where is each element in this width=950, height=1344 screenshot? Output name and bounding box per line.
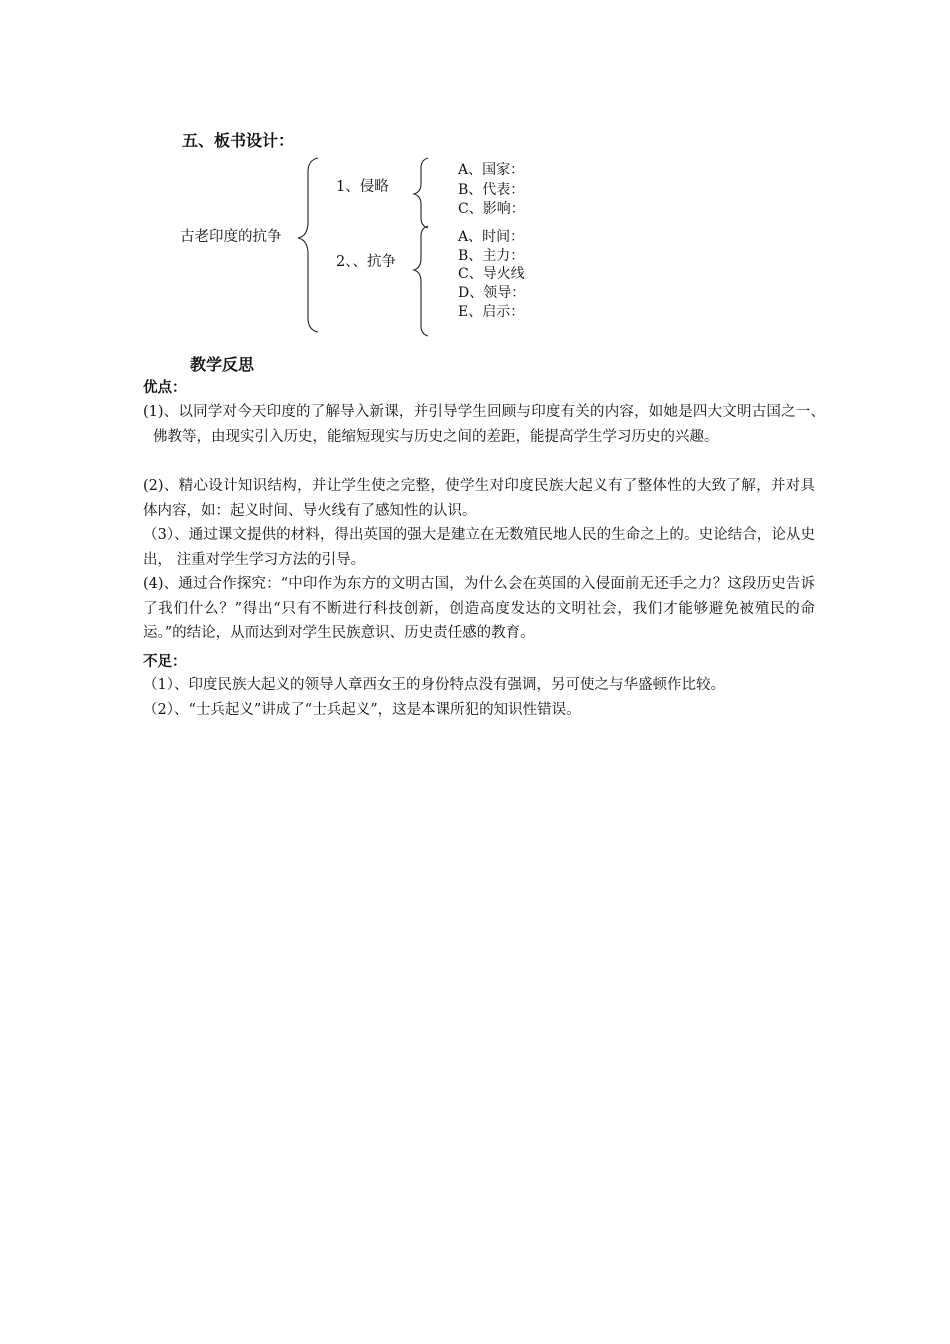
branch2-item: B、主力： xyxy=(458,247,525,264)
reflection-title: 教学反思 xyxy=(190,355,255,374)
pros-label: 优点： xyxy=(143,380,187,396)
branch1-item: C、影响： xyxy=(458,201,525,217)
pros-paragraph-4: (4)、通过合作探究：“中印作为东方的文明古国，为什么会在英国的入侵面前无还手之力？这段历史告诉了我们什么？”得出“只有不断进行科技创新，创造高度发达的文明社会，我们才能够避免被殖民的命运。”的结论，从而达到对学生民族意识、历史责任感的教育。 xyxy=(143,576,815,641)
branch2-item: D、领导： xyxy=(458,285,526,302)
brace-branch1 xyxy=(414,158,428,228)
branch2-label: 2、、抗争 xyxy=(336,254,396,270)
cons-label: 不足： xyxy=(143,654,187,670)
pros-paragraph-1: (1)、以同学对今天印度的了解导入新课，并引导学生回顾与印度有关的内容，如她是四大文明古国之一、佛教等，由现实引入历史，能缩短现实与历史之间的差距，能提高学生学习历史的兴趣。 xyxy=(143,404,825,445)
pros-paragraph-2: (2)、精心设计知识结构，并让学生使之完整，使学生对印度民族大起义有了整体性的大致了解，并对具体内容，如：起义时间、导火线有了感知性的认识。 xyxy=(143,478,815,519)
cons-paragraph-1: （1）、印度民族大起义的领导人章西女王的身份特点没有强调，另可使之与华盛顿作比较。 xyxy=(143,677,725,693)
brace-branch2 xyxy=(414,226,428,336)
branch1-item: B、代表： xyxy=(458,181,525,198)
pros-paragraph-3: （3）、通过课文提供的材料，得出英国的强大是建立在无数殖民地人民的生命之上的。史论结合，论从史出， 注重对学生学习方法的引导。 xyxy=(143,527,815,568)
board-root-topic: 古老印度的抗争 xyxy=(180,229,282,245)
branch1-items xyxy=(458,161,525,220)
branch2-item: E、启示： xyxy=(458,303,525,320)
branch2-items xyxy=(458,228,525,322)
brace-root xyxy=(298,158,318,332)
branch2-item: C、导火线 xyxy=(458,266,525,283)
branch2-item: A、时间： xyxy=(458,229,525,245)
board-title: 五、板书设计： xyxy=(182,131,295,150)
branch1-label: 1、侵略 xyxy=(336,179,389,195)
branch1-item: A、国家： xyxy=(458,162,525,178)
cons-paragraph-2: （2）、“士兵起义”讲成了“士兵起义”，这是本课所犯的知识性错误。 xyxy=(143,702,581,718)
